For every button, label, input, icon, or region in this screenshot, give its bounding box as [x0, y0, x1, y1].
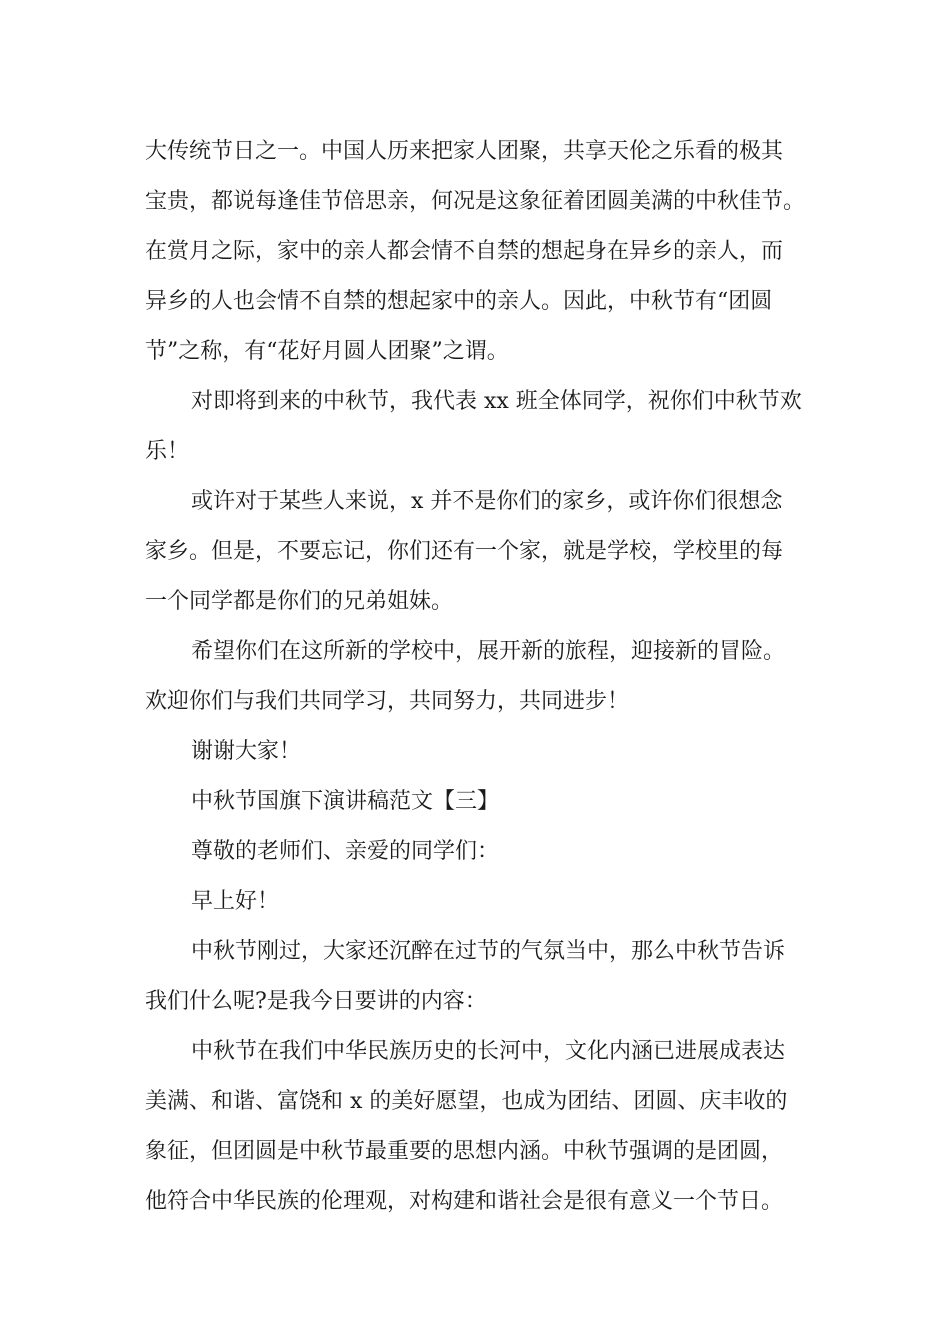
text-line: 家乡。但是，不要忘记，你们还有一个家，就是学校，学校里的每: [145, 539, 784, 564]
text-line: 中秋节刚过，大家还沉醉在过节的气氛当中，那么中秋节告诉: [191, 939, 786, 964]
text-line: 象征，但团圆是中秋节最重要的思想内涵。中秋节强调的是团圆，: [145, 1139, 784, 1164]
text-line: 异乡的人也会情不自禁的想起家中的亲人。因此，中秋节有“团圆: [145, 289, 773, 314]
text-line: 他符合中华民族的伦理观，对构建和谐社会是很有意义一个节日。: [145, 1189, 784, 1214]
text-line: 早上好！: [191, 889, 280, 914]
text-line: 尊敬的老师们、亲爱的同学们：: [191, 839, 500, 864]
text-line: 宝贵，都说每逢佳节倍思亲，何况是这象征着团圆美满的中秋佳节。: [145, 189, 806, 214]
text-line: 中秋节在我们中华民族历史的长河中，文化内涵已进展成表达: [191, 1039, 786, 1064]
text-line: 美满、和谐、富饶和 x 的美好愿望，也成为团结、团圆、庆丰收的: [145, 1089, 788, 1114]
text-line: 中秋节国旗下演讲稿范文【三】: [191, 789, 500, 814]
text-line: 大传统节日之一。中国人历来把家人团聚，共享天伦之乐看的极其: [145, 139, 784, 164]
text-line: 对即将到来的中秋节，我代表 xx 班全体同学，祝你们中秋节欢: [191, 389, 802, 414]
text-line: 我们什么呢?是我今日要讲的内容：: [145, 989, 487, 1014]
text-line: 节”之称，有“花好月圆人团聚”之谓。: [145, 339, 509, 364]
text-line: 谢谢大家！: [191, 739, 302, 764]
text-line: 一个同学都是你们的兄弟姐妹。: [145, 589, 454, 614]
text-line: 希望你们在这所新的学校中，展开新的旅程，迎接新的冒险。: [191, 639, 786, 664]
text-line: 或许对于某些人来说，x 并不是你们的家乡，或许你们很想念: [191, 489, 783, 514]
text-line: 在赏月之际，家中的亲人都会情不自禁的想起身在异乡的亲人，而: [145, 239, 784, 264]
text-line: 乐！: [145, 439, 190, 464]
document-body: [145, 127, 815, 1227]
text-line: 欢迎你们与我们共同学习，共同努力，共同进步！: [145, 689, 630, 714]
